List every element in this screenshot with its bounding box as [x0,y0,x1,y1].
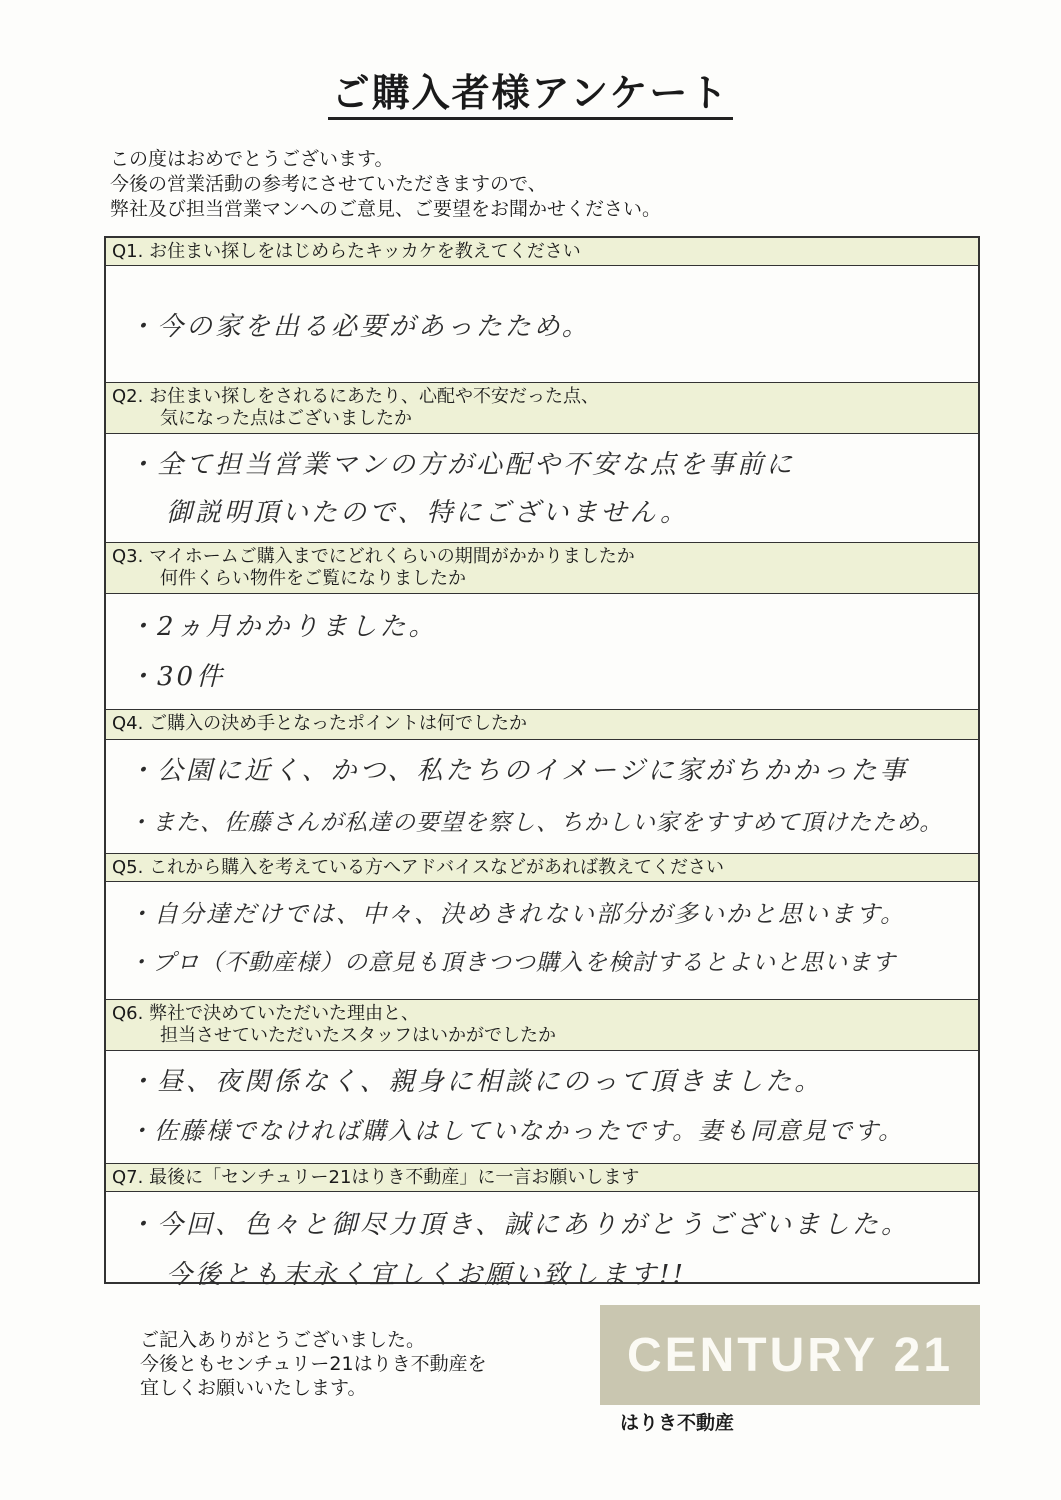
intro-line: 今後の営業活動の参考にさせていただきますので、 [110,173,547,195]
closing-message [140,1328,487,1400]
question-label-q2: Q2. お住まい探しをされるにあたり、心配や不安だった点、 気になった点はございましたか [106,383,978,434]
question-block-q2 [106,382,978,542]
question-block-q7 [106,1163,978,1305]
question-block-q4 [106,709,978,853]
question-block-q3 [106,542,978,709]
answer-line: 今後とも末永く宜しくお願い致します!! [166,1260,686,1290]
question-block-q6 [106,999,978,1163]
logo-brand-text: CENTURY 21 [626,1328,954,1382]
answer-line: ・自分達だけでは、中々、決めきれない部分が多いかと思います。 [128,900,907,928]
answer-area-q7 [106,1192,978,1305]
answer-area-q4 [106,740,978,853]
survey-form [104,236,980,1290]
answer-area-q6 [106,1051,978,1163]
question-label-q7: Q7. 最後に「センチュリー21はりき不動産」に一言お願いします [106,1164,978,1192]
company-name: はりき不動産 [620,1412,735,1434]
question-label-q1: Q1. お住まい探しをはじめらたキッカケを教えてください [106,238,978,266]
answer-area-q1 [106,266,978,382]
answer-area-q5 [106,882,978,999]
answer-line: ・また、佐藤さんが私達の要望を察し、ちかしい家をすすめて頂けたため。 [128,810,944,836]
closing-line: 今後ともセンチュリー21はりき不動産を [140,1353,487,1375]
closing-line: 宜しくお願いいたします。 [140,1377,367,1399]
question-label-q4: Q4. ご購入の決め手となったポイントは何でしたか [106,710,978,740]
answer-line: ・公園に近く、かつ、私たちのイメージに家がちかかった事 [128,756,909,786]
answer-line: ・全て担当営業マンの方が心配や不安な点を事前に [128,450,796,480]
answer-line: ・プロ（不動産様）の意見も頂きつつ購入を検討するとよいと思います [128,950,896,976]
question-label-q6: Q6. 弊社で決めていただいた理由と、 担当させていただいたスタッフはいかがでしたか [106,1000,978,1051]
closing-line: ご記入ありがとうございました。 [140,1329,426,1351]
century21-logo [600,1305,980,1405]
answer-area-q3 [106,594,978,709]
question-label-q3: Q3. マイホームご購入までにどれくらいの期間がかかりましたか 何件くらい物件をご覧になりましたか [106,543,978,594]
answer-line: ・30件 [128,662,226,692]
answer-line: ・佐藤様でなければ購入はしていなかったです。妻も同意見です。 [128,1117,905,1145]
answer-line: ・今の家を出る必要があったため。 [128,312,591,342]
answer-line: ・昼、夜関係なく、親身に相談にのって頂きました。 [128,1067,824,1097]
question-block-q1 [106,238,978,382]
intro-text [110,147,661,222]
intro-line: 弊社及び担当営業マンへのご意見、ご要望をお聞かせください。 [110,198,662,220]
intro-line: この度はおめでとうございます。 [110,148,394,170]
question-block-q5 [106,853,978,999]
answer-line: ・今回、色々と御尽力頂き、誠にありがとうございました。 [128,1210,910,1240]
answer-line: ・2ヵ月かかりました。 [128,612,438,642]
page-title: ご購入者様アンケート [0,62,1061,117]
answer-area-q2 [106,434,978,542]
question-label-q5: Q5. これから購入を考えている方へアドバイスなどがあれば教えてください [106,854,978,882]
answer-line: 御説明頂いたので、特にございません。 [166,498,690,528]
